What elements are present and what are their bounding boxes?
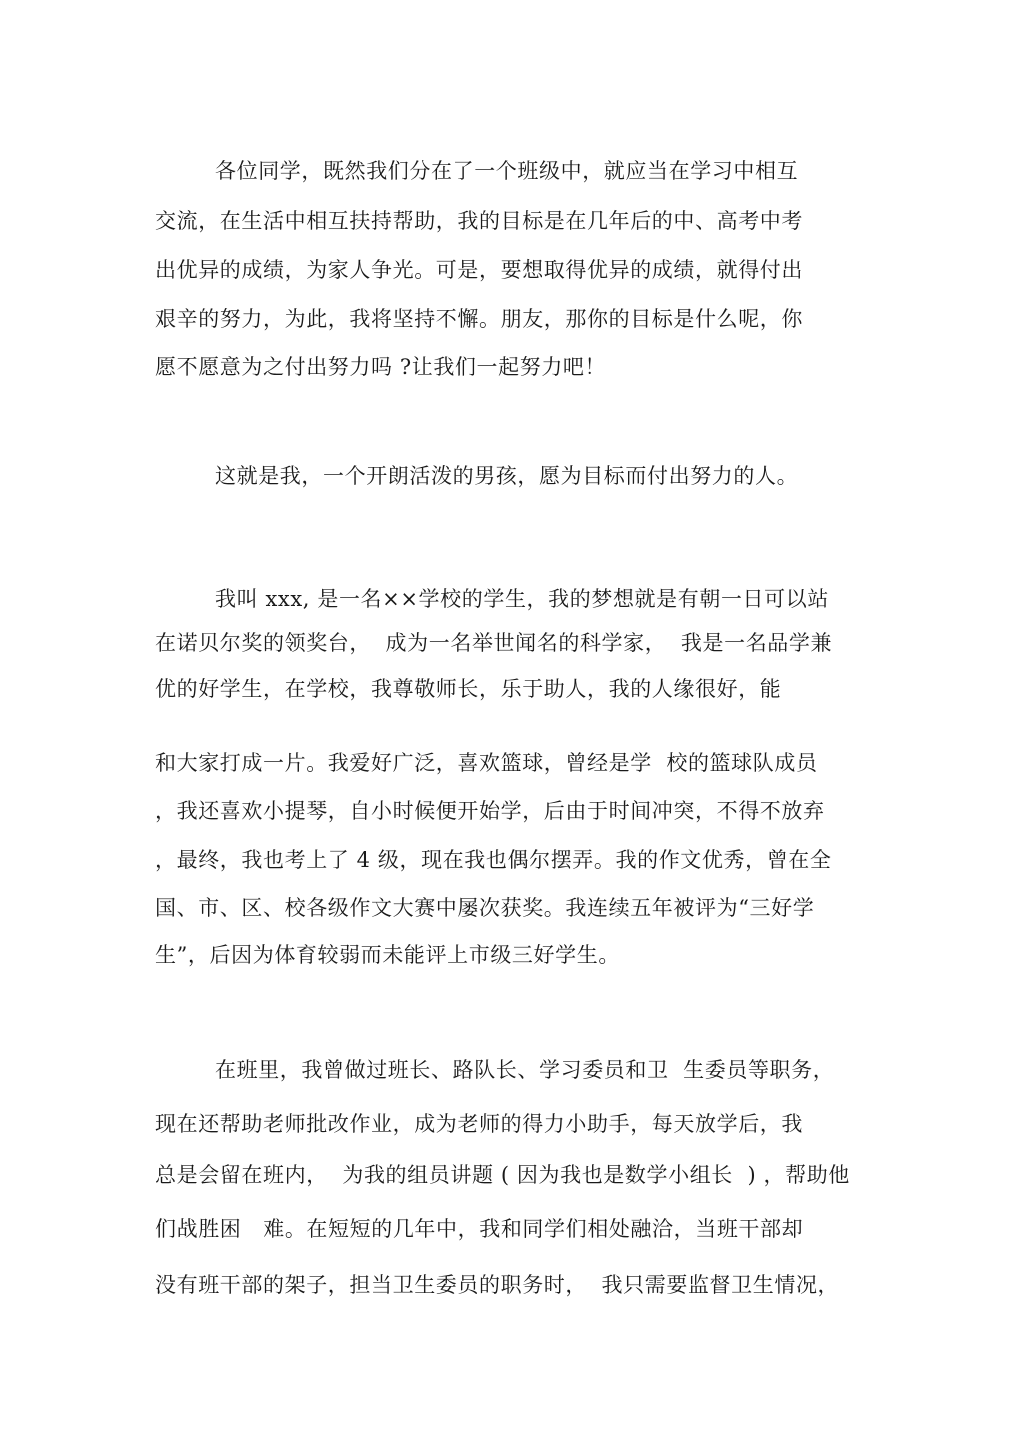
paragraph-4-line-3: 总是会留在班内， 为我的组员讲题 ( 因为我也是数学小组长 ) ，帮助他 [155, 1163, 850, 1187]
paragraph-3-line-7: 国、市、区、校各级作文大赛中屡次获奖。我连续五年被评为“三好学 [155, 896, 815, 920]
paragraph-3-line-6: ，最终，我也考上了 4 级，现在我也偶尔摆弄。我的作文优秀，曾在全 [155, 848, 832, 872]
paragraph-2-line-1: 这就是我，一个开朗活泼的男孩，愿为目标而付出努力的人。 [215, 464, 799, 488]
paragraph-4-line-4: 们战胜困 难。在短短的几年中，我和同学们相处融洽，当班干部却 [155, 1217, 804, 1241]
paragraph-3-line-3: 优的好学生，在学校，我尊敬师长，乐于助人，我的人缘很好，能 [155, 677, 782, 701]
paragraph-3-line-8: 生”，后因为体育较弱而未能评上市级三好学生。 [155, 943, 620, 967]
paragraph-1-line-2: 交流，在生活中相互扶持帮助，我的目标是在几年后的中、高考中考 [155, 209, 803, 233]
paragraph-1-line-5: 愿不愿意为之付出努力吗 ?让我们一起努力吧！ [155, 355, 607, 379]
paragraph-4-line-5: 没有班干部的架子，担当卫生委员的职务时， 我只需要监督卫生情况， [155, 1273, 840, 1297]
paragraph-4-line-1: 在班里，我曾做过班长、路队长、学习委员和卫 生委员等职务， [215, 1058, 835, 1082]
paragraph-3-line-1: 我叫 xxx, 是一名××学校的学生，我的梦想就是有朝一日可以站 [215, 587, 829, 611]
paragraph-3-line-2: 在诺贝尔奖的领奖台， 成为一名举世闻名的科学家， 我是一名品学兼 [155, 631, 833, 655]
paragraph-3-line-5: ，我还喜欢小提琴，自小时候便开始学，后由于时间冲突，不得不放弃 [155, 799, 825, 823]
paragraph-1-line-4: 艰辛的努力，为此，我将坚持不懈。朋友，那你的目标是什么呢，你 [155, 307, 803, 331]
paragraph-1-line-1: 各位同学，既然我们分在了一个班级中，就应当在学习中相互 [215, 159, 799, 183]
paragraph-3-line-4: 和大家打成一片。我爱好广泛，喜欢篮球，曾经是学 校的篮球队成员 [155, 751, 818, 775]
paragraph-4-line-2: 现在还帮助老师批改作业，成为老师的得力小助手，每天放学后，我 [155, 1112, 803, 1136]
paragraph-1-line-3: 出优异的成绩，为家人争光。可是，要想取得优异的成绩，就得付出 [155, 258, 803, 282]
